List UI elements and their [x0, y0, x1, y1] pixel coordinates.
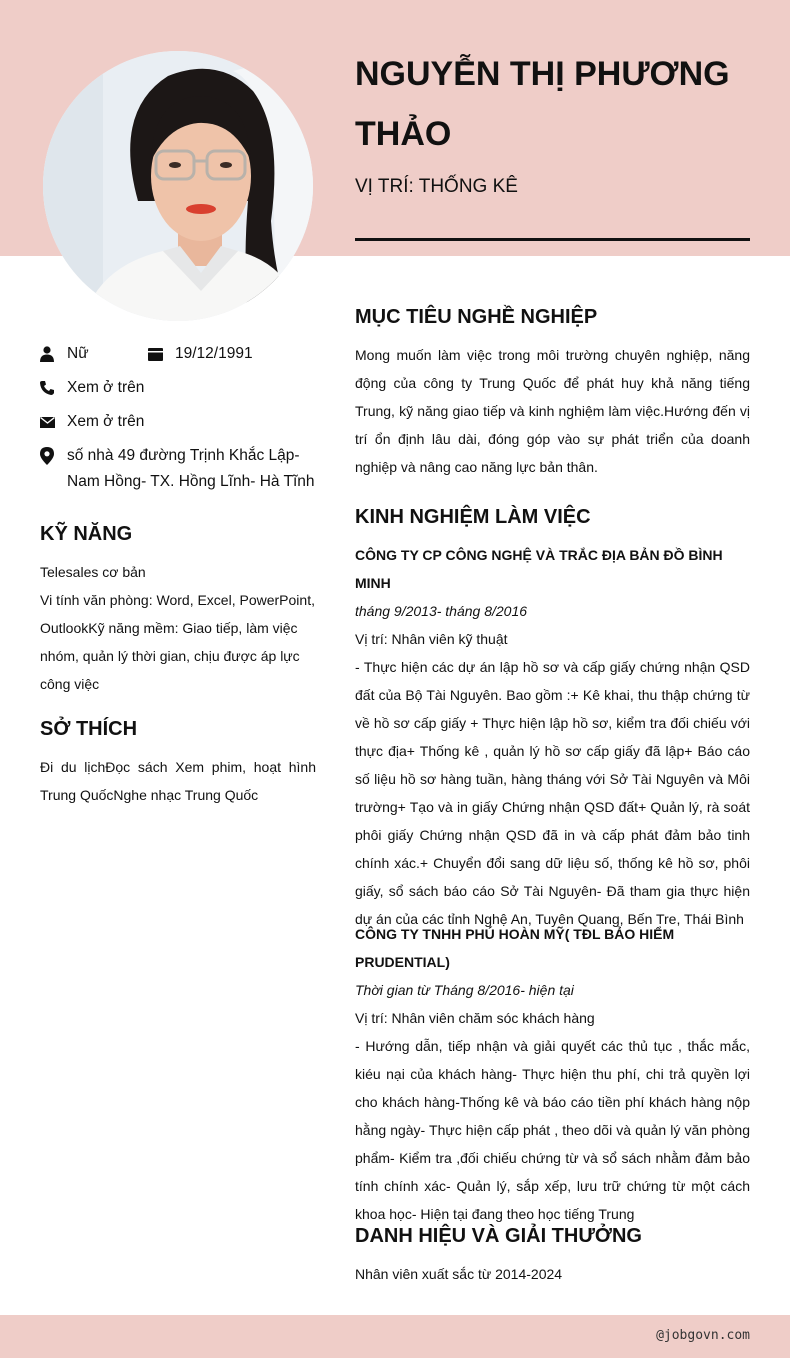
phone-row [40, 375, 144, 401]
skills-text: Telesales cơ bản Vi tính văn phòng: Word, Excel, PowerPoint, OutlookKỹ năng mềm: Giao tiếp, làm việc nhóm, quản lý thời gian, chịu được áp lực công việc [40, 564, 315, 692]
phone-value: Xem ở trên [67, 379, 145, 396]
address-row [40, 443, 320, 495]
full-name: NGUYỄN THỊ PHƯƠNG THẢO [355, 55, 730, 153]
job-period: tháng 9/2013- tháng 8/2016 [355, 603, 528, 619]
header-divider [355, 238, 750, 241]
hobbies-title: SỞ THÍCH [40, 718, 138, 740]
experience-title: KINH NGHIỆM LÀM VIỆC [355, 506, 591, 528]
job-company: CÔNG TY CP CÔNG NGHỆ VÀ TRẮC ĐỊA BẢN ĐỒ BÌNH MINH [355, 547, 723, 591]
skills-title: KỸ NĂNG [40, 523, 133, 545]
location-pin-icon [40, 443, 67, 469]
hobbies-text: Đi du lịchĐọc sách Xem phim, hoạt hình Trung QuốcNghe nhạc Trung Quốc [40, 759, 316, 803]
job-role: Vị trí: Nhân viên kỹ thuật [355, 631, 508, 647]
dob-value: 19/12/1991 [175, 345, 253, 362]
profile-photo [43, 51, 313, 321]
phone-icon [40, 375, 67, 401]
person-icon [40, 341, 67, 367]
email-value: Xem ở trên [67, 413, 145, 430]
dob-row [148, 341, 253, 367]
awards-title: DANH HIỆU VÀ GIẢI THƯỞNG [355, 1225, 642, 1247]
mail-icon [40, 409, 67, 435]
gender-row [40, 341, 89, 367]
job-description: - Thực hiện các dự án lập hồ sơ và cấp giấy chứng nhận QSD đất của Bộ Tài Nguyên. Bao gồm :+ Kê khai, thu thập chứng từ về hồ sơ cấp giấy + Thực hiện lập hồ sơ, kiểm tra đối chiếu với thực địa+ Thống kê , quản lý hồ sơ cấp giấy đã lập+ Báo cáo số liệu hồ sơ hàng tuần, hàng tháng với Sở Tài Nguyên và Môi trường+ Tạo và in giấy Chứng nhận QSD đất+ Quản lý, rà soát phôi giấy Chứng nhận QSD đã in và cấp phát đảm bảo tinh chính xác.+ Chuyển đổi sang dữ liệu số, thống kê hồ sơ, phôi giấy, sổ sách báo cáo Sở Tài Nguyên- Đã tham gia thực hiện dự án của các tỉnh Nghệ An, Tuyên Quang, Bến Tre, Thái Bình [355, 659, 750, 927]
objective-title: MỤC TIÊU NGHỀ NGHIỆP [355, 306, 598, 328]
job-role: Vị trí: Nhân viên chăm sóc khách hàng [355, 1010, 595, 1026]
objective-text: Mong muốn làm việc trong môi trường chuyên nghiệp, năng động của công ty Trung Quốc để phát huy khả năng tiếng Trung, kỹ năng giao tiếp và kinh nghiệm làm việc.Hướng đến vị trí ổn định lâu dài, đóng góp vào sự phát triển của doanh nghiệp và nâng cao năng lực bản thân. [355, 347, 750, 475]
portrait-image [43, 51, 313, 321]
job-entry [355, 920, 750, 1228]
footer-watermark: @jobgovn.com [656, 1328, 750, 1343]
address-value: số nhà 49 đường Trịnh Khắc Lập- Nam Hồng- TX. Hồng Lĩnh- Hà Tĩnh [67, 447, 315, 490]
job-position: VỊ TRÍ: THỐNG KÊ [355, 176, 518, 197]
job-entry [355, 541, 750, 933]
email-row [40, 409, 144, 435]
job-period: Thời gian từ Tháng 8/2016- hiện tại [355, 982, 574, 998]
job-company: CÔNG TY TNHH PHÚ HOÀN MỸ( TĐL BẢO HIỂM PRUDENTIAL) [355, 926, 675, 970]
awards-text: Nhân viên xuất sắc từ 2014-2024 [355, 1266, 563, 1282]
calendar-icon [148, 341, 175, 367]
job-description: - Hướng dẫn, tiếp nhận và giải quyết các thủ tục , thắc mắc, kiéu nại của khách hàng- Thực hiện thu phí, chi trả quyền lợi cho khách hàng-Thống kê và báo cáo tiền phí khách hàng nộp hằng ngày- Thực hiện cấp phát , theo dõi và quản lý văn phòng phẩm- Kiểm tra ,đối chiếu chứng từ và sổ sách nhằm đảm bảo tính chính xác- Quản lý, sắp xếp, lưu trữ chứng từ một cách khoa học- Hiện tại đang theo học tiếng Trung [355, 1038, 750, 1222]
gender-value: Nữ [67, 345, 89, 362]
